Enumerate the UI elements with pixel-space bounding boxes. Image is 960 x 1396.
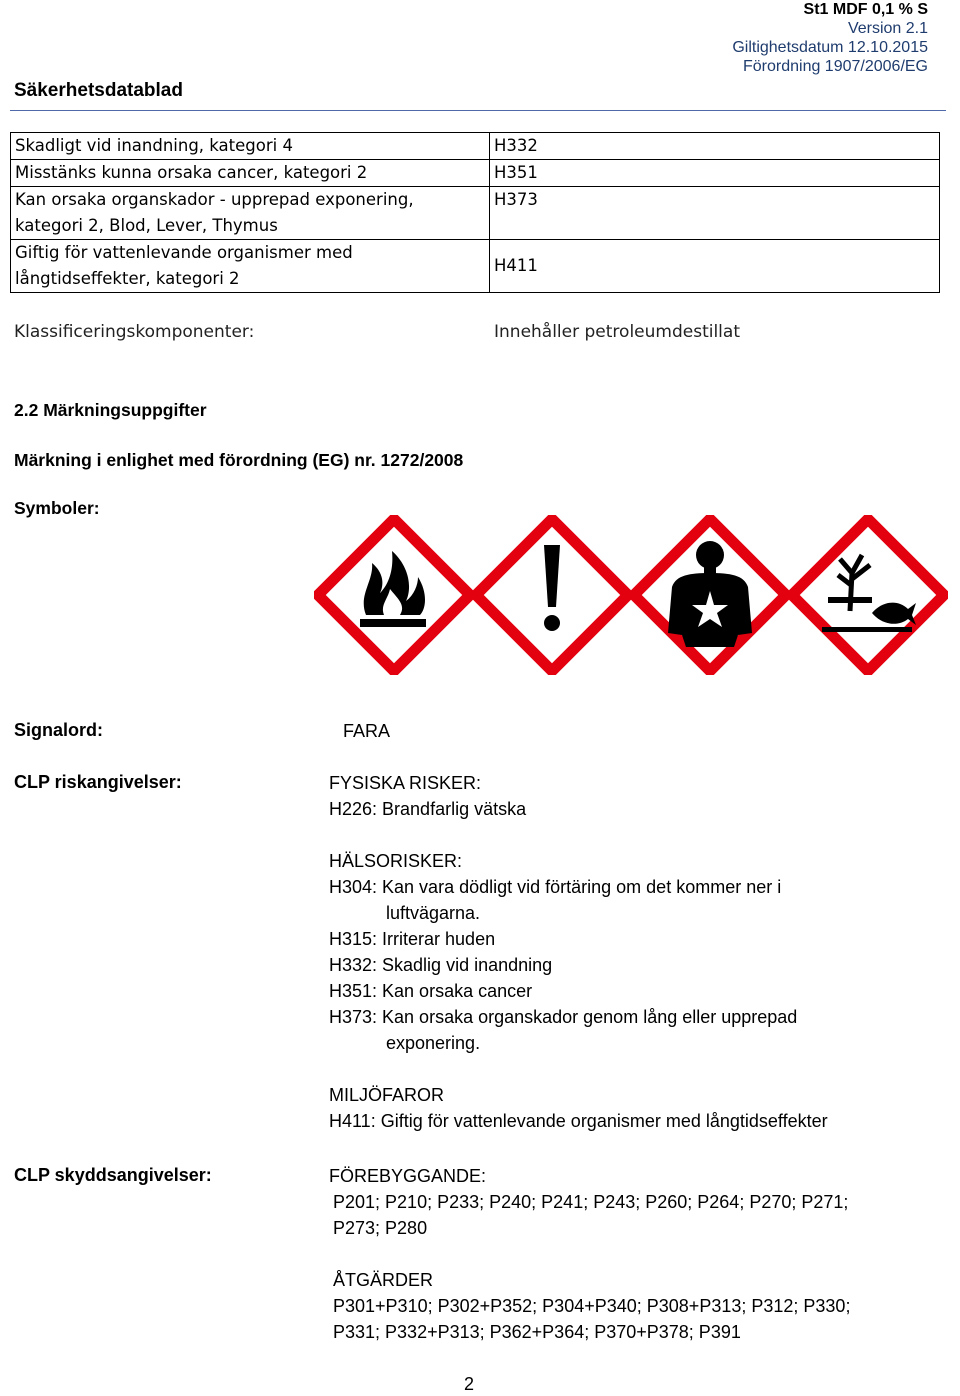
response-codes-cont: P331; P332+P313; P362+P364; P370+P378; P391 — [333, 1322, 741, 1342]
h315-statement: H315: Irriterar huden — [329, 929, 496, 949]
h304-statement: H304: Kan vara dödligt vid förtäring om det kommer ner i — [329, 877, 782, 897]
precautionary-statements — [329, 1163, 850, 1345]
components-label: Klassificeringskomponenter: — [14, 322, 255, 342]
prevention-codes: P201; P210; P233; P240; P241; P243; P260; P264; P270; P271; — [333, 1192, 849, 1212]
prevention-codes-cont: P273; P280 — [333, 1218, 428, 1238]
physical-heading: FYSISKA RISKER: — [329, 773, 482, 793]
table-row — [11, 240, 940, 293]
section-title: 2.2 Märkningsuppgifter — [14, 400, 207, 420]
hazard-statements — [329, 770, 828, 1134]
hazard-statements-label: CLP riskangivelser: — [14, 772, 182, 792]
components-value: Innehåller petroleumdestillat — [494, 322, 740, 342]
h373-statement-cont: exponering. — [386, 1033, 481, 1053]
prevention-heading: FÖREBYGGANDE: — [329, 1166, 487, 1186]
environment-heading: MILJÖFAROR — [329, 1085, 445, 1105]
document-title: Säkerhetsdatablad — [14, 80, 183, 101]
hazard-class: Misstänks kunna orsaka cancer, kategori 2 — [11, 160, 490, 187]
hazard-code: H411 — [490, 240, 940, 293]
hazard-code: H332 — [490, 133, 940, 160]
regulation-line: Märkning i enlighet med förordning (EG) nr. 1272/2008 — [14, 450, 464, 470]
table-row — [11, 133, 940, 160]
flame-icon — [314, 515, 474, 675]
response-heading: ÅTGÄRDER — [333, 1270, 434, 1290]
h351-statement: H351: Kan orsaka cancer — [329, 981, 533, 1001]
table-row — [11, 160, 940, 187]
symbols-label: Symboler: — [14, 498, 100, 518]
h304-statement-cont: luftvägarna. — [386, 903, 481, 923]
table-row — [11, 187, 940, 240]
response-codes: P301+P310; P302+P352; P304+P340; P308+P313; P312; P330; — [333, 1296, 851, 1316]
version: Version 2.1 — [847, 20, 928, 37]
hazard-code: H351 — [490, 160, 940, 187]
product-name: St1 MDF 0,1 % S — [803, 1, 928, 18]
signal-word: FARA — [343, 721, 391, 741]
document-meta — [732, 0, 928, 76]
environment-icon — [788, 515, 948, 675]
valid-date: Giltighetsdatum 12.10.2015 — [732, 39, 928, 56]
h411-statement: H411: Giftig för vattenlevande organismer med långtidseffekter — [329, 1111, 828, 1131]
health-hazard-icon — [630, 515, 790, 675]
h332-statement: H332: Skadlig vid inandning — [329, 955, 553, 975]
header-divider — [10, 110, 946, 111]
classification-table — [10, 132, 940, 293]
hazard-class: Giftig för vattenlevande organismer med långtidseffekter, kategori 2 — [11, 240, 490, 293]
page-number: 2 — [464, 1374, 475, 1394]
regulation: Förordning 1907/2006/EG — [742, 58, 928, 75]
precautionary-statements-label: CLP skyddsangivelser: — [14, 1165, 212, 1185]
signal-word-label: Signalord: — [14, 720, 103, 740]
health-heading: HÄLSORISKER: — [329, 851, 463, 871]
hazard-code: H373 — [490, 187, 940, 240]
hazard-class: Skadligt vid inandning, kategori 4 — [11, 133, 490, 160]
h373-statement: H373: Kan orsaka organskador genom lång eller upprepad — [329, 1007, 798, 1027]
exclamation-mark-icon — [472, 515, 632, 675]
hazard-class: Kan orsaka organskador - upprepad exponering, kategori 2, Blod, Lever, Thymus — [11, 187, 490, 240]
h226-statement: H226: Brandfarlig vätska — [329, 799, 527, 819]
